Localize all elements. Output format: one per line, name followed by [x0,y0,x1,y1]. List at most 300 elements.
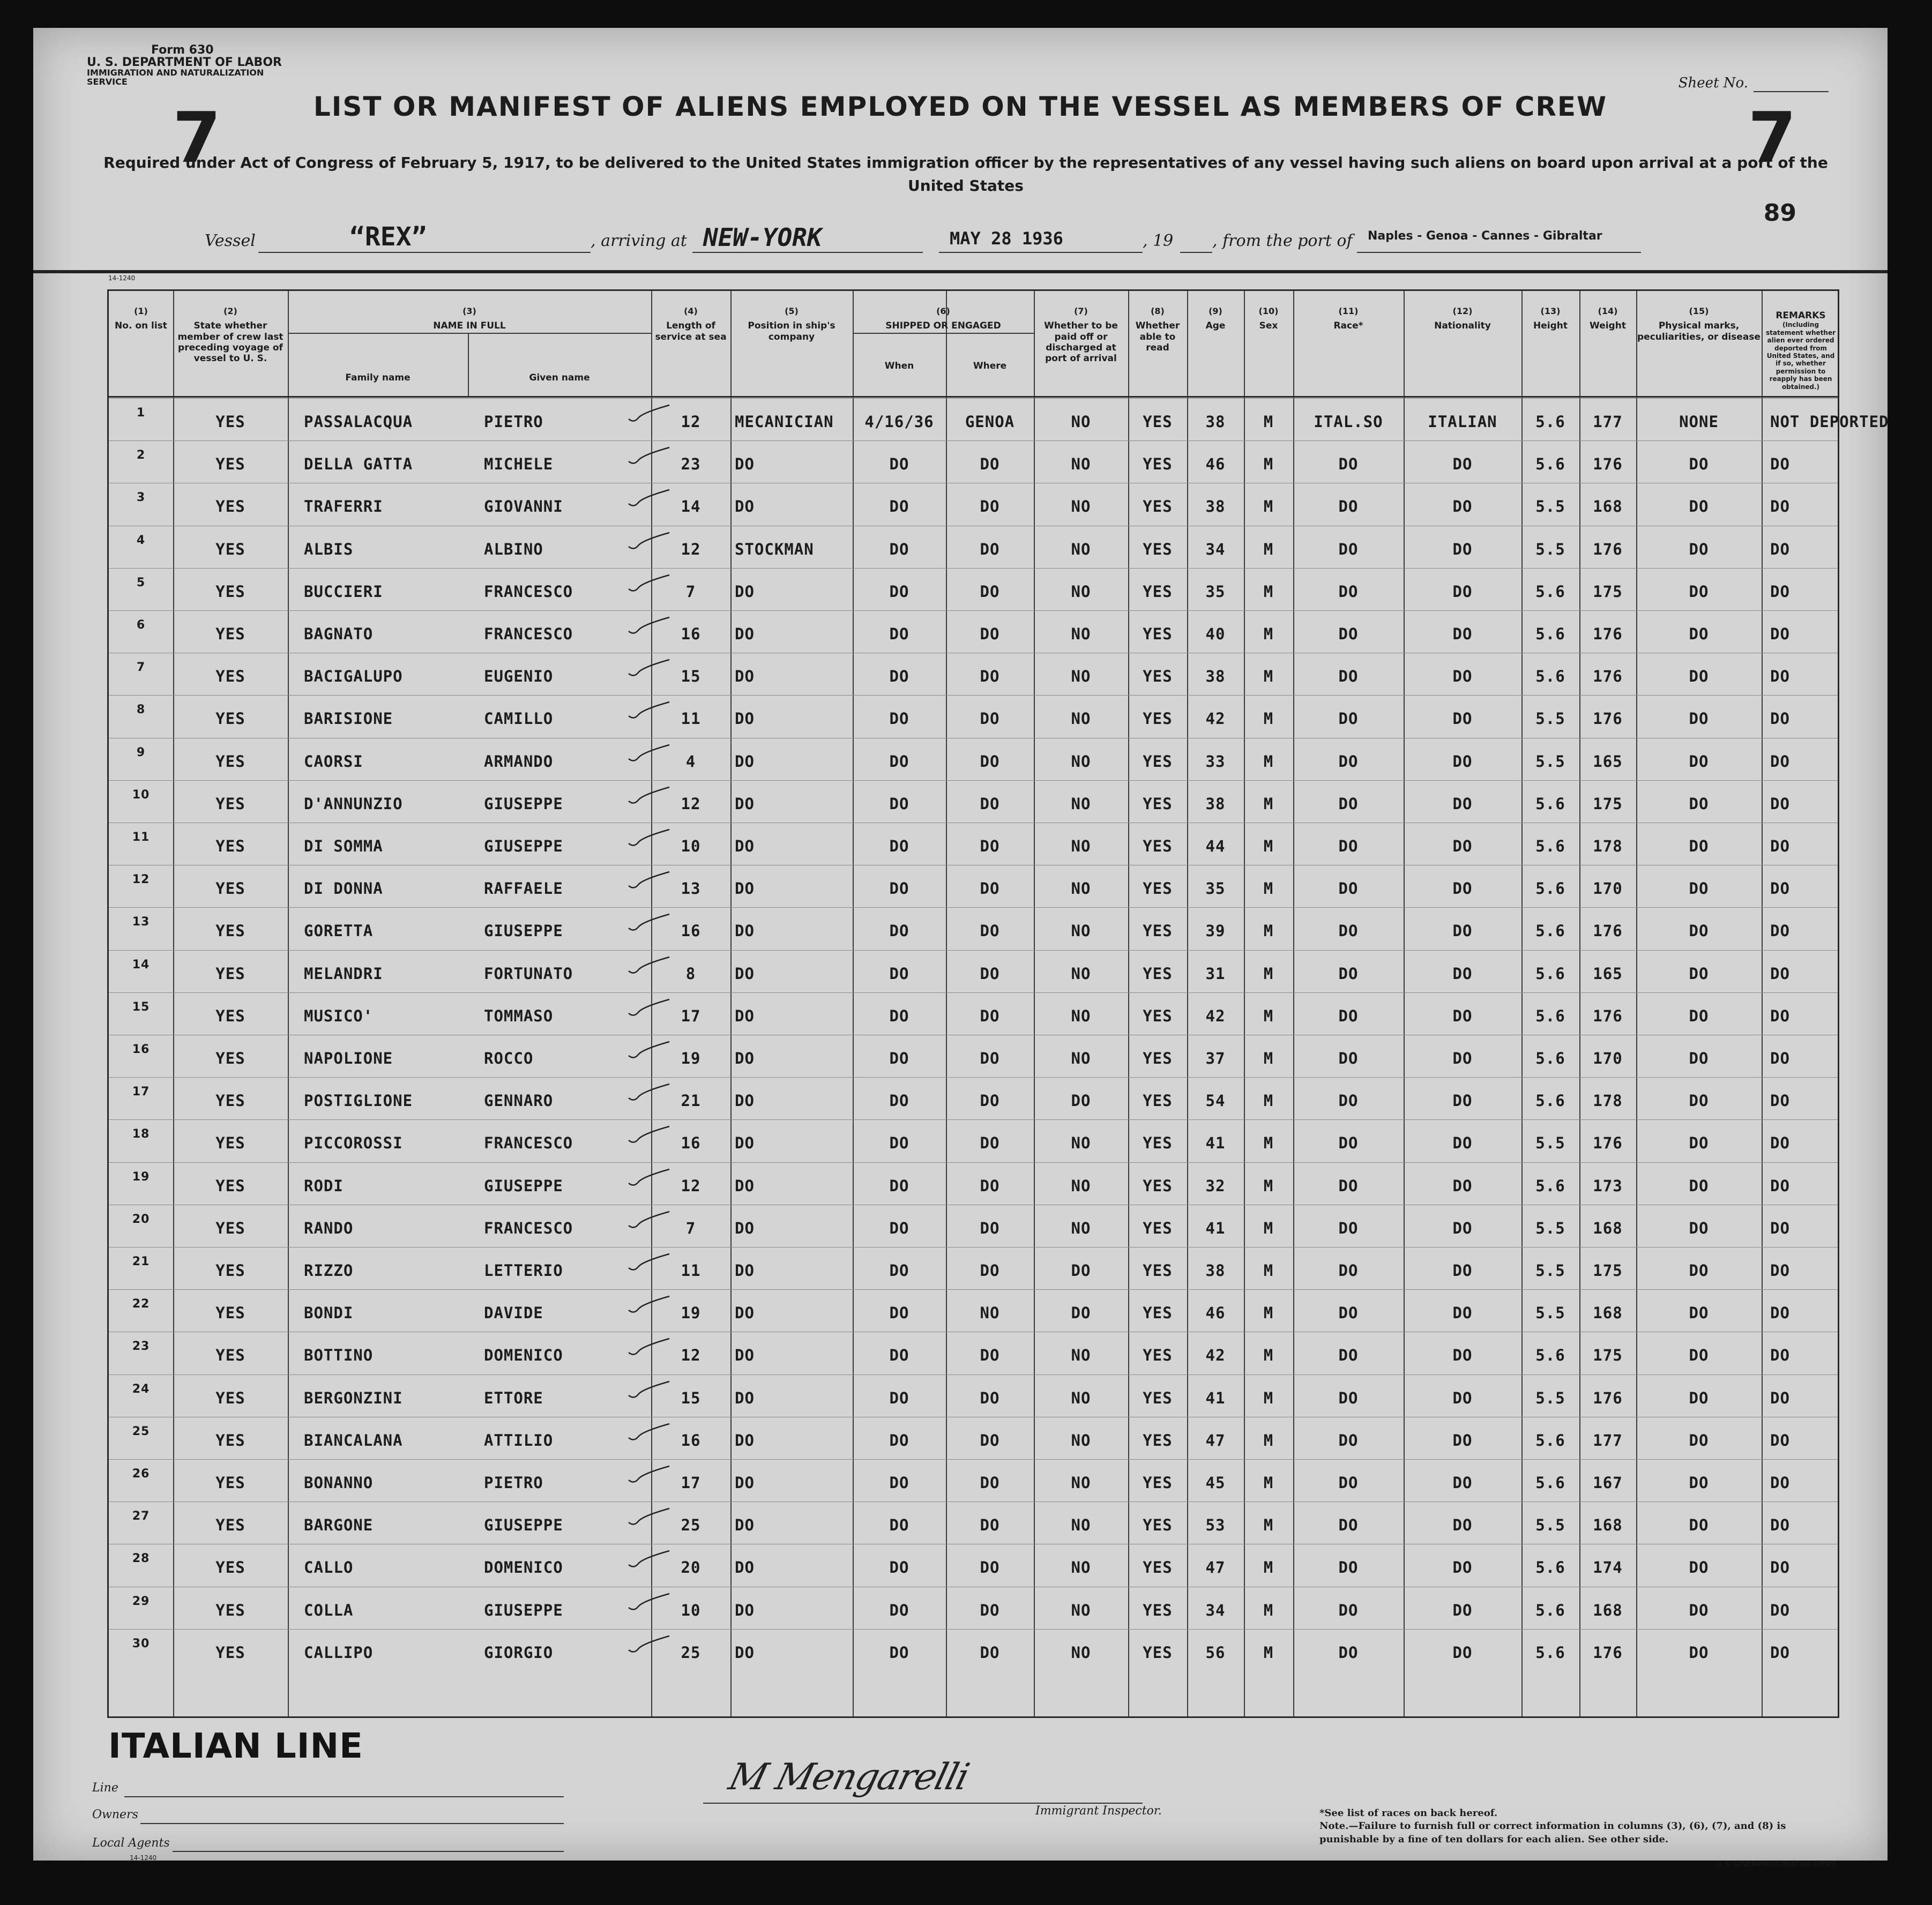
cell-family: BONANNO [304,1474,374,1492]
cell-family: CALLIPO [304,1643,374,1662]
cell-no: 29 [132,1594,150,1608]
cell-race: DO [1338,1388,1359,1407]
cell-given: GIUSEPPE [484,1601,563,1619]
cell-when: DO [889,625,909,643]
cell-member: YES [215,1601,245,1619]
cell-sex: M [1263,1134,1274,1153]
cell-position: DO [735,455,755,474]
check-mark-icon [626,1422,675,1443]
cell-position: MECANICIAN [735,413,834,431]
col-header-race: (11) Race* [1333,306,1363,332]
cell-paid: NO [1071,625,1091,643]
cell-race: DO [1338,1601,1359,1619]
form-header-block [87,44,290,87]
check-mark-icon [626,870,675,891]
cell-nationality: ITALIAN [1428,413,1497,431]
cell-no: 19 [132,1170,150,1184]
col-header-position: (5) Position in ship's company [748,306,836,342]
cell-height: 5.5 [1535,1134,1565,1153]
from-underline [1357,252,1641,253]
cell-race: DO [1338,709,1359,728]
cell-when: DO [889,540,909,558]
cell-marks: DO [1689,1474,1709,1492]
cell-marks: DO [1689,1431,1709,1450]
cell-race: DO [1338,1346,1359,1365]
cell-sex: M [1263,837,1274,855]
check-mark-icon [626,1336,675,1358]
vessel-label: Vessel [205,231,256,250]
cell-member: YES [215,1558,245,1577]
table-row [109,695,1838,738]
cell-family: CAORSI [304,752,363,771]
form-code-bottom: 14-1240 [130,1854,157,1862]
col-header-paid: (7) Whether to be paid off or discharged at port of arrival [1044,306,1118,364]
cell-height: 5.6 [1535,1006,1565,1025]
year-label: , 19 [1143,231,1174,250]
cell-sex: M [1263,1388,1274,1407]
cell-nationality: DO [1452,837,1473,855]
cell-member: YES [215,1431,245,1450]
cell-marks: DO [1689,1176,1709,1195]
cell-given: EUGENIO [484,667,554,686]
cell-position: DO [735,1176,755,1195]
cell-family: BERGONZINI [304,1388,403,1407]
department-name: U. S. DEPARTMENT OF LABOR [87,56,282,70]
cell-remarks: DO [1770,922,1790,940]
cell-family: BOTTINO [304,1346,374,1365]
cell-weight: 178 [1593,837,1623,855]
line-stamp: ITALIAN LINE [108,1727,363,1766]
cell-family: DI DONNA [304,879,383,898]
owners-label: Owners [92,1808,138,1821]
cell-read: YES [1143,1643,1173,1662]
penalty-note: Note.—Failure to furnish full or correct information in columns (3), (6), (7), and (8) is punishable by a fine of ten dollars for each alien. See other side. [1319,1820,1786,1845]
cell-nationality: DO [1452,667,1473,686]
cell-nationality: DO [1452,1643,1473,1662]
cell-race: ITAL.SO [1314,413,1383,431]
cell-member: YES [215,1388,245,1407]
cell-race: DO [1338,1134,1359,1153]
cell-no: 22 [132,1297,150,1311]
check-mark-icon [626,573,675,594]
cell-race: DO [1338,1176,1359,1195]
col-header-when: When [884,361,914,371]
cell-when: DO [889,1601,909,1619]
cell-family: BARGONE [304,1516,374,1535]
cell-paid: NO [1071,1346,1091,1365]
cell-paid: NO [1071,1601,1091,1619]
cell-remarks: DO [1770,752,1790,771]
cell-service: 25 [681,1643,701,1662]
table-row [109,1417,1838,1460]
cell-given: MICHELE [484,455,554,474]
cell-read: YES [1143,1092,1173,1110]
cell-no: 6 [136,618,146,632]
cell-read: YES [1143,1304,1173,1323]
cell-read: YES [1143,1134,1173,1153]
cell-weight: 176 [1593,1643,1623,1662]
cell-sex: M [1263,922,1274,940]
cell-nationality: DO [1452,1134,1473,1153]
cell-where: DO [980,540,1000,558]
inspector-signature: M Mengarelli [725,1756,973,1798]
cell-read: YES [1143,1431,1173,1450]
cell-when: DO [889,1219,909,1237]
cell-nationality: DO [1452,1006,1473,1025]
cell-remarks: DO [1770,837,1790,855]
cell-marks: DO [1689,709,1709,728]
cell-height: 5.6 [1535,413,1565,431]
cell-when: DO [889,1643,909,1662]
cell-remarks: DO [1770,1134,1790,1153]
cell-marks: DO [1689,1261,1709,1280]
cell-position: DO [735,964,755,983]
cell-no: 4 [136,533,146,547]
cell-nationality: DO [1452,1346,1473,1365]
cell-marks: DO [1689,837,1709,855]
col-header-height: (13) Height [1533,306,1568,332]
cell-weight: 176 [1593,1006,1623,1025]
agents-underline [173,1851,564,1852]
cell-when: DO [889,709,909,728]
cell-position: DO [735,1134,755,1153]
cell-read: YES [1143,837,1173,855]
cell-nationality: DO [1452,1049,1473,1067]
sheet-number-left: 7 [173,97,221,178]
cell-height: 5.5 [1535,1261,1565,1280]
cell-age: 46 [1205,455,1226,474]
cell-weight: 168 [1593,1516,1623,1535]
cell-nationality: DO [1452,625,1473,643]
cell-nationality: DO [1452,582,1473,601]
cell-read: YES [1143,709,1173,728]
cell-given: ARMANDO [484,752,554,771]
cell-sex: M [1263,413,1274,431]
cell-service: 16 [681,922,701,940]
cell-member: YES [215,1049,245,1067]
cell-read: YES [1143,455,1173,474]
cell-paid: NO [1071,794,1091,813]
cell-when: DO [889,1261,909,1280]
cell-position: DO [735,1219,755,1237]
sheet-no-label: Sheet No. [1678,75,1748,91]
cell-nationality: DO [1452,709,1473,728]
check-mark-icon [626,955,675,976]
cell-remarks: DO [1770,625,1790,643]
cell-nationality: DO [1452,879,1473,898]
arriving-label: , arriving at [591,231,687,250]
cell-age: 34 [1205,1601,1226,1619]
cell-read: YES [1143,582,1173,601]
cell-age: 31 [1205,964,1226,983]
col-header-read: (8) Whether able to read [1135,306,1180,353]
cell-marks: DO [1689,667,1709,686]
cell-position: DO [735,1304,755,1323]
cell-remarks: DO [1770,794,1790,813]
cell-no: 8 [136,703,146,717]
cell-service: 17 [681,1474,701,1492]
cell-service: 16 [681,625,701,643]
cell-no: 23 [132,1340,150,1354]
col-header-where: Where [973,361,1007,371]
cell-race: DO [1338,1049,1359,1067]
cell-given: ETTORE [484,1388,543,1407]
cell-sex: M [1263,709,1274,728]
cell-race: DO [1338,964,1359,983]
line-underline [124,1796,564,1797]
cell-member: YES [215,1134,245,1153]
cell-position: DO [735,1431,755,1450]
cell-where: DO [980,1558,1000,1577]
cell-sex: M [1263,1049,1274,1067]
cell-paid: NO [1071,879,1091,898]
cell-when: DO [889,1346,909,1365]
cell-position: DO [735,1346,755,1365]
cell-race: DO [1338,1006,1359,1025]
cell-age: 38 [1205,667,1226,686]
cell-position: DO [735,794,755,813]
cell-no: 1 [136,406,146,420]
page-subtitle: Required under Act of Congress of February 5, 1917, to be delivered to the United States immigration officer by the representatives of any vessel having such aliens on board upon arrival at a port of the United States [103,154,1828,195]
cell-sex: M [1263,497,1274,516]
service-name: IMMIGRATION AND NATURALIZATION SERVICE [87,68,264,87]
cell-race: DO [1338,1558,1359,1577]
cell-remarks: DO [1770,582,1790,601]
cell-sex: M [1263,667,1274,686]
cell-paid: NO [1071,964,1091,983]
cell-paid: DO [1071,1304,1091,1323]
cell-read: YES [1143,1346,1173,1365]
arriving-underline [692,252,923,253]
check-mark-icon [626,1506,675,1528]
cell-age: 35 [1205,879,1226,898]
cell-marks: DO [1689,1092,1709,1110]
cell-read: YES [1143,1558,1173,1577]
cell-where: DO [980,625,1000,643]
cell-remarks: DO [1770,1006,1790,1025]
cell-given: GIOVANNI [484,497,563,516]
cell-age: 41 [1205,1388,1226,1407]
cell-no: 21 [132,1255,150,1268]
cell-given: PIETRO [484,413,543,431]
cell-where: DO [980,1134,1000,1153]
cell-when: DO [889,1474,909,1492]
cell-race: DO [1338,1092,1359,1110]
cell-race: DO [1338,1219,1359,1237]
cell-nationality: DO [1452,540,1473,558]
cell-when: DO [889,1134,909,1153]
cell-nationality: DO [1452,497,1473,516]
cell-family: GORETTA [304,922,374,940]
table-row [109,526,1838,569]
check-mark-icon [626,1167,675,1189]
cell-nationality: DO [1452,1431,1473,1450]
cell-remarks: DO [1770,964,1790,983]
cell-race: DO [1338,1643,1359,1662]
cell-given: FORTUNATO [484,964,573,983]
cell-remarks: DO [1770,1176,1790,1195]
cell-where: DO [980,1176,1000,1195]
cell-given: GIUSEPPE [484,794,563,813]
cell-race: DO [1338,1261,1359,1280]
cell-family: CALLO [304,1558,354,1577]
cell-service: 20 [681,1558,701,1577]
cell-remarks: DO [1770,1261,1790,1280]
cell-race: DO [1338,922,1359,940]
cell-weight: 167 [1593,1474,1623,1492]
col-header-shipped: (6) SHIPPED OR ENGAGED [885,306,1001,332]
check-mark-icon [626,1252,675,1273]
cell-sex: M [1263,1219,1274,1237]
form-code-top: 14-1240 [108,274,136,282]
cell-no: 10 [132,788,150,802]
cell-position: DO [735,582,755,601]
cell-no: 26 [132,1467,150,1481]
cell-marks: NONE [1679,413,1719,431]
check-mark-icon [626,658,675,679]
cell-sex: M [1263,752,1274,771]
table-row [109,483,1838,526]
cell-member: YES [215,879,245,898]
cell-position: DO [735,1643,755,1662]
table-row [109,907,1838,951]
cell-position: DO [735,752,755,771]
cell-nationality: DO [1452,1474,1473,1492]
cell-marks: DO [1689,1388,1709,1407]
col-header-weight: (14) Weight [1590,306,1626,332]
cell-remarks: DO [1770,667,1790,686]
cell-marks: DO [1689,1049,1709,1067]
cell-given: GIUSEPPE [484,1176,563,1195]
col-header-no: (1) No. on list [115,306,167,332]
cell-paid: NO [1071,1474,1091,1492]
cell-member: YES [215,837,245,855]
cell-member: YES [215,1006,245,1025]
cell-paid: NO [1071,1006,1091,1025]
cell-remarks: DO [1770,1643,1790,1662]
cell-family: NAPOLIONE [304,1049,393,1067]
cell-sex: M [1263,455,1274,474]
cell-read: YES [1143,1049,1173,1067]
cell-given: FRANCESCO [484,1134,573,1153]
cell-paid: NO [1071,752,1091,771]
table-row [109,610,1838,654]
cell-member: YES [215,582,245,601]
cell-family: BIANCALANA [304,1431,403,1450]
cell-height: 5.5 [1535,1388,1565,1407]
cell-age: 34 [1205,540,1226,558]
cell-marks: DO [1689,964,1709,983]
cell-paid: NO [1071,1643,1091,1662]
cell-weight: 175 [1593,1261,1623,1280]
cell-weight: 177 [1593,1431,1623,1450]
date-underline [939,252,1143,253]
table-row [109,1247,1838,1290]
cell-nationality: DO [1452,794,1473,813]
crew-manifest-table [107,289,1889,1718]
cell-race: DO [1338,1431,1359,1450]
cell-where: DO [980,1601,1000,1619]
cell-age: 40 [1205,625,1226,643]
cell-family: TRAFERRI [304,497,383,516]
cell-service: 8 [685,964,696,983]
table-row [109,1629,1838,1672]
cell-where: DO [980,709,1000,728]
cell-no: 25 [132,1424,150,1438]
inspector-label: Immigrant Inspector. [1035,1804,1162,1818]
cell-sex: M [1263,1558,1274,1577]
cell-service: 16 [681,1134,701,1153]
cell-no: 13 [132,915,150,929]
cell-given: GENNARO [484,1092,554,1110]
cell-height: 5.6 [1535,1092,1565,1110]
cell-service: 12 [681,413,701,431]
cell-where: DO [980,1006,1000,1025]
cell-when: 4/16/36 [864,413,934,431]
table-row [109,738,1838,781]
cell-given: ALBINO [484,540,543,558]
cell-when: DO [889,752,909,771]
form-number: Form 630 [151,43,214,57]
cell-no: 2 [136,449,146,462]
cell-weight: 170 [1593,879,1623,898]
cell-read: YES [1143,1006,1173,1025]
cell-family: PASSALACQUA [304,413,413,431]
cell-member: YES [215,1219,245,1237]
table-row [109,653,1838,696]
cell-where: DO [980,1516,1000,1535]
cell-service: 17 [681,1006,701,1025]
cell-race: DO [1338,837,1359,855]
check-mark-icon [626,1294,675,1316]
check-mark-icon [626,743,675,764]
check-mark-icon [626,1124,675,1146]
cell-paid: NO [1071,837,1091,855]
cell-age: 38 [1205,413,1226,431]
cell-where: DO [980,1474,1000,1492]
cell-given: FRANCESCO [484,582,573,601]
cell-age: 42 [1205,709,1226,728]
cell-read: YES [1143,625,1173,643]
check-mark-icon [626,997,675,1019]
table-row [109,1289,1838,1333]
cell-weight: 165 [1593,964,1623,983]
cell-service: 15 [681,667,701,686]
cell-weight: 178 [1593,1092,1623,1110]
cell-sex: M [1263,1346,1274,1365]
cell-height: 5.6 [1535,582,1565,601]
cell-given: DOMENICO [484,1558,563,1577]
cell-sex: M [1263,1431,1274,1450]
check-mark-icon [626,1082,675,1103]
cell-family: D'ANNUNZIO [304,794,403,813]
cell-where: DO [980,582,1000,601]
cell-weight: 175 [1593,794,1623,813]
cell-paid: NO [1071,1431,1091,1450]
cell-when: DO [889,455,909,474]
cell-race: DO [1338,540,1359,558]
cell-family: BUCCIERI [304,582,383,601]
cell-sex: M [1263,1092,1274,1110]
cell-given: GIUSEPPE [484,922,563,940]
cell-paid: NO [1071,709,1091,728]
cell-race: DO [1338,497,1359,516]
cell-age: 35 [1205,582,1226,601]
cell-age: 33 [1205,752,1226,771]
cell-age: 42 [1205,1346,1226,1365]
cell-no: 30 [132,1637,150,1650]
cell-marks: DO [1689,497,1709,516]
